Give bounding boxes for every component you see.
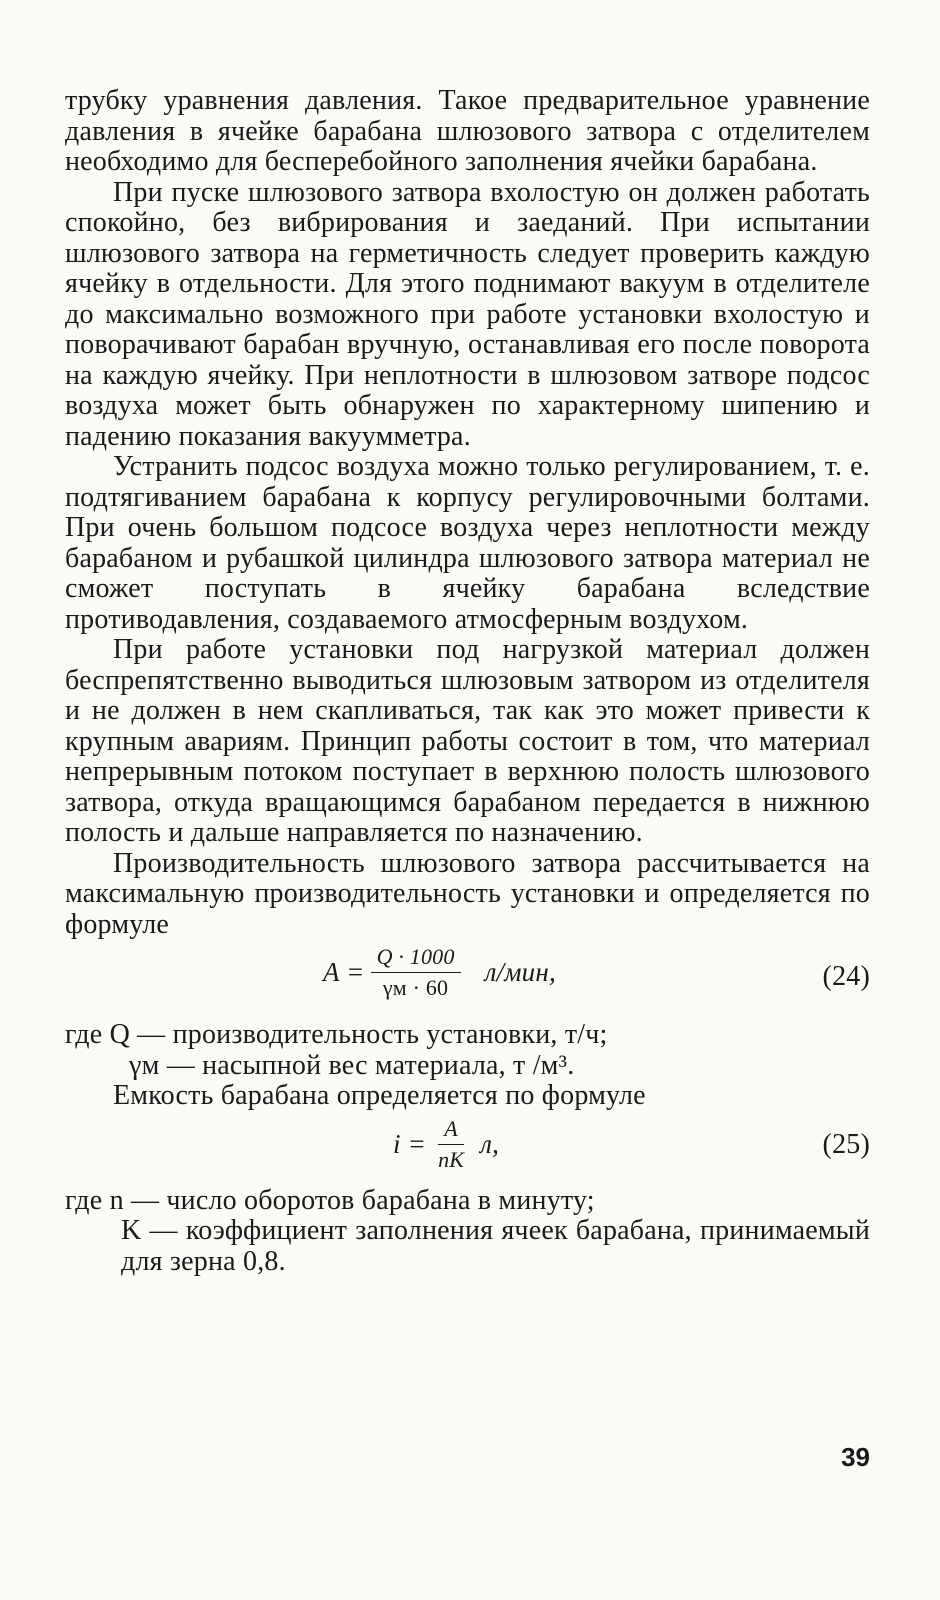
paragraph-1: трубку уравнения давления. Такое предварительное уравнение давления в ячейке барабана шлюзового затвора с отделителем необходимо для бесперебойного заполнения ячейки барабана. xyxy=(65,85,870,177)
paragraph-4: При работе установки под нагрузкой материал должен беспрепятственно выводиться шлюзовым затвором из отделителя и не должен в нем скапливаться, так как это может привести к крупным авариям. Принцип работы состоит в том, что материал непрерывным потоком поступает в верхнюю полость шлюзового затвора, откуда вращающимся барабаном передается в нижнюю полость и дальше направляется по назначению. xyxy=(65,634,870,848)
formula-24-denominator: γм · 60 xyxy=(382,975,449,1000)
formula-25 xyxy=(393,1116,499,1173)
where-gamma-line: γм — насыпной вес материала, т /м³. xyxy=(129,1049,575,1081)
equation-24-number: (24) xyxy=(822,961,870,992)
paragraph-2: При пуске шлюзового затвора вхолостую он должен работать спокойно, без вибрирования и заеданий. При испытании шлюзового затвора на герметичность следует проверить каждую ячейку в отдельности. Для этого поднимают вакуум в отделителе до максимально возможного при работе установки вхолостую и поворачивают барабан вручную, останавливая его после поворота на каждую ячейку. При неплотности в шлюзовом затворе подсос воздуха может быть обнаружен по характерному шипению и падению показания вакуумметра. xyxy=(65,176,870,452)
page-number: 39 xyxy=(841,1442,870,1472)
where-k-line: K — коэффициент заполнения ячеек барабана, принимаемый для зерна 0,8. xyxy=(121,1215,870,1277)
equation-25-number: (25) xyxy=(822,1128,870,1160)
formula-25-fraction xyxy=(432,1116,470,1173)
equation-25 xyxy=(65,1116,870,1184)
equation-24 xyxy=(65,944,870,1018)
formula-25-denominator: nK xyxy=(438,1146,465,1172)
formula-24-unit: л/мин, xyxy=(484,957,556,988)
where-q-line: где Q — производительность установки, т/ч; xyxy=(65,1019,608,1050)
formula-24 xyxy=(323,944,556,1001)
formula-24-fraction xyxy=(371,944,461,1001)
paragraph-3: Устранить подсос воздуха можно только регулированием, т. е. подтягиванием барабана к корпусу регулировочными болтами. При очень большом подсосе воздуха через неплотности между барабаном и рубашкой цилиндра шлюзового затвора материал не сможет поступать в ячейку барабана вследствие противодавления, создаваемого атмосферным воздухом. xyxy=(65,451,870,635)
formula-24-numerator: Q · 1000 xyxy=(371,944,461,973)
formula-25-numerator: A xyxy=(438,1116,464,1145)
paragraph-5: Производительность шлюзового затвора рассчитывается на максимальную производительность установки и определяется по формуле xyxy=(65,847,870,940)
formula-24-lhs: A = xyxy=(323,957,365,988)
formula-25-lhs: i = xyxy=(393,1128,427,1159)
formula-25-unit: л, xyxy=(480,1128,500,1159)
capacity-intro: Емкость барабана определяется по формуле xyxy=(113,1080,646,1111)
where-n-line: где n — число оборотов барабана в минуту; xyxy=(65,1184,595,1216)
body-text xyxy=(65,86,870,1277)
